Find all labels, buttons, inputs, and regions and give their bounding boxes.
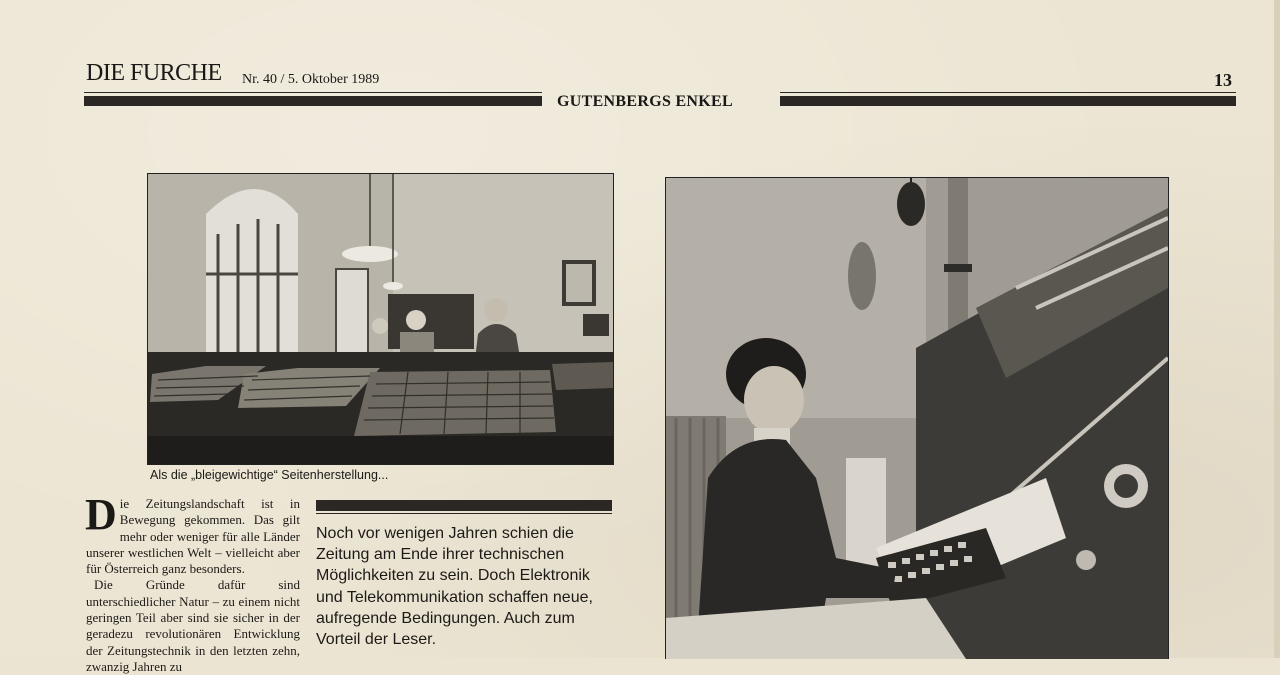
page-number: 13 — [1214, 70, 1232, 90]
paragraph-text: ie Zeitungslandschaft ist in Bewegung gekommen. Das gilt mehr oder weniger für alle Länder unserer westlichen Welt – vielleicht aber für Österreich ganz besonders. — [86, 496, 300, 577]
header-rule-right — [780, 96, 1236, 106]
section-title: GUTENBERGS ENKEL — [557, 93, 733, 110]
article-paragraph — [85, 490, 300, 577]
drop-cap: D — [85, 490, 117, 539]
teaser-text: Noch vor wenigen Jahren schien die Zeitung am Ende ihrer technischen Möglichkeiten zu sein. Doch Elektronik und Telekommunikation schaffen neue, aufregende Bedingungen. Auch zum Vorteil der Leser. — [316, 525, 593, 649]
masthead: DIE FURCHE — [86, 60, 222, 86]
photo-linotype-operator — [665, 177, 1169, 659]
linotype-illustration — [666, 178, 1168, 659]
issue-date: Nr. 40 / 5. Oktober 1989 — [242, 72, 380, 87]
article-column — [85, 490, 300, 675]
page-edge — [1274, 0, 1280, 658]
teaser-rule — [316, 500, 612, 511]
composing-room-illustration — [148, 174, 613, 464]
article-paragraph: Die Gründe dafür sind unterschiedlicher Natur – zu einem nicht geringen Teil aber sind sie sicher in der geradezu revolutionären Entwicklung der Zeitungstechnik in den letzten zehn, zwanzig Jahren zu — [86, 577, 300, 674]
photo-caption: Als die „bleigewichtige“ Seitenherstellung... — [150, 468, 389, 482]
photo-composing-room — [147, 173, 614, 465]
header-rule-left — [84, 96, 542, 106]
